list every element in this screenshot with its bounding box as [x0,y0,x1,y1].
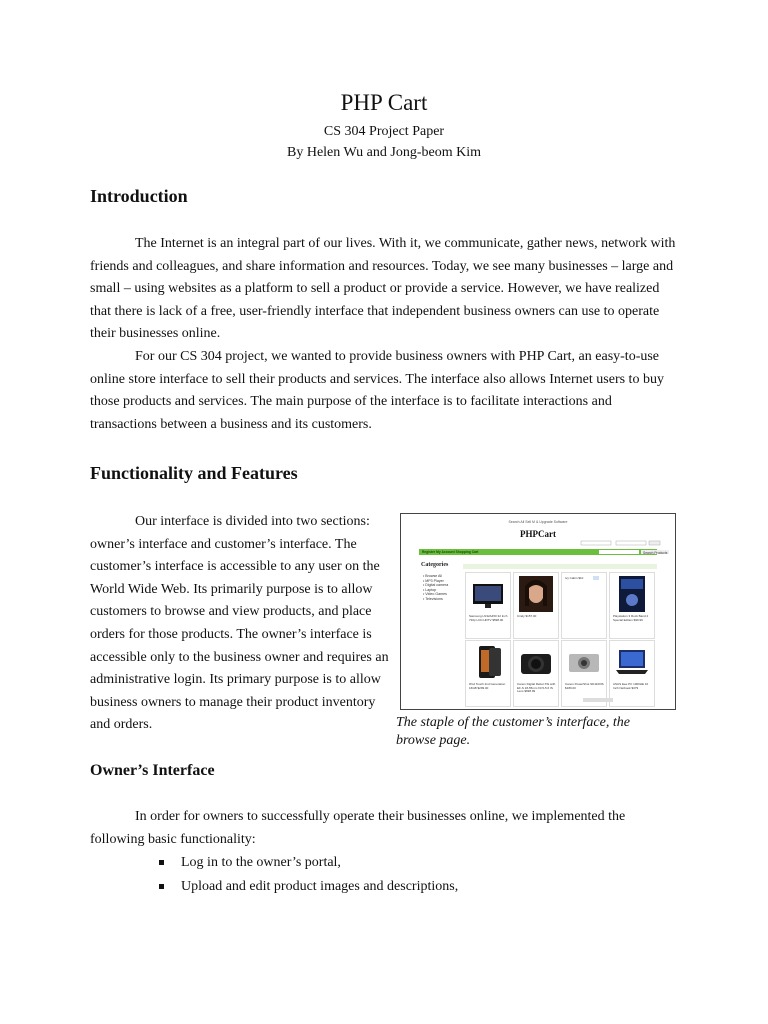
figure-pager [583,698,613,702]
figure-category-item: • Televisions [423,596,443,601]
figure-search-button: Search Products [643,550,668,555]
figure-nav-bar [419,549,668,555]
dslr-camera-thumbnail [517,644,555,680]
figure-category-item: • Laptop [423,587,437,592]
figure-login-fields [491,540,661,546]
netbook-thumbnail [613,644,651,680]
figure-category-list [423,574,448,601]
functionality-paragraph-1: Our interface is divided into two sections: owner’s interface and customer’s interface. The customer’s interface is accessible to any user on the World Wide Web. Its primarily purpose is to allow customers to browse and view products, and place orders for those products. The owner’s interface is accessible only to the business owner and requires an administrative login. Its primary purpose is to allow business owners to manage their product inventory and orders. [90,514,389,733]
owner-interface-heading: Owner’s Interface [90,762,215,779]
introduction-paragraph-2: For our CS 304 project, we wanted to provide business owners with PHP Cart, an easy-to-use online store interface to sell their products and services. The interface also allows Internet users to buy those products and services. The main purpose of the interface is to facilitate interactions and transactions between a business and its customers. [90,349,664,432]
figure-category-item: • Digital camera [423,583,449,587]
list-item: Log in to the owner’s portal, [157,852,458,876]
tv-thumbnail [469,576,507,612]
portrait-thumbnail [517,576,555,612]
functionality-heading: Functionality and Features [90,463,298,483]
figure-product-cell: Canon Digital Rebel XSi with EF-S 18-55mm f/3.5-5.6 IS Lens $698.99 [513,640,559,707]
figure-caption: The staple of the customer’s interface, the browse page. [396,715,630,748]
course-subtitle: CS 304 Project Paper [323,124,445,139]
figure-product-cell: ASUS Eee PC 1000HE 10 Inch Netbook $379 [609,640,655,707]
figure-product-cell: Ivy Cabin $10 [561,572,607,639]
figure-category-item: • Browse All [423,574,443,578]
game-box-thumbnail [613,576,651,612]
figure-product-cell: Playstation 3 Rock Band 2 Special Edition $99.99 [609,572,655,639]
phone-thumbnail [469,644,507,680]
bullet-square-icon [159,860,164,865]
figure-product-cell: Canon PowerShot SD1100IS $189.00 [561,640,607,707]
figure-grid-header [463,564,657,569]
figure-category-item: • Video Games [423,592,447,596]
blank-thumbnail [565,576,603,612]
paper-title: PHP Cart [340,90,428,115]
figure-search-text: Search All Sell M & Upgrade Software [508,520,568,524]
compact-camera-thumbnail [565,644,603,680]
list-item: Upload and edit product images and descriptions, [157,876,458,900]
figure-shop-title: PHPCart [520,529,556,539]
figure-register-link: Register My Account Shopping Cart [422,550,479,554]
figure-product-cell: Samsung LN32A450 32 Inch 720p LCD HDTV $598.00 [465,572,511,639]
owner-feature-list [157,852,458,900]
figure-search-field [599,550,639,554]
introduction-heading: Introduction [90,186,188,206]
author-line: By Helen Wu and Jong-beom Kim [287,145,481,160]
bullet-square-icon [159,884,164,889]
introduction-paragraph-1: The Internet is an integral part of our lives. With it, we communicate, gather news, network with friends and colleagues, and share information and resources. Today, we see many businesses – large and small – using websites as a platform to sell a product or provide a service. However, we have realized that there is lack of a free, user-friendly interface that independent business owners can use to operate their businesses online. [90,236,676,342]
owner-paragraph-1: In order for owners to successfully operate their businesses online, we implemented the following basic functionality: [90,809,626,847]
figure-product-grid [463,564,657,704]
figure-category-item: • MP3 Player [423,578,444,583]
figure-product-cell: Cindy $157.00 [513,572,559,639]
figure-categories-title: Categories [421,562,449,568]
figure-product-cell: iPod Touch 2nd Generation 16GB $299.00 [465,640,511,707]
browse-page-screenshot [400,513,676,710]
